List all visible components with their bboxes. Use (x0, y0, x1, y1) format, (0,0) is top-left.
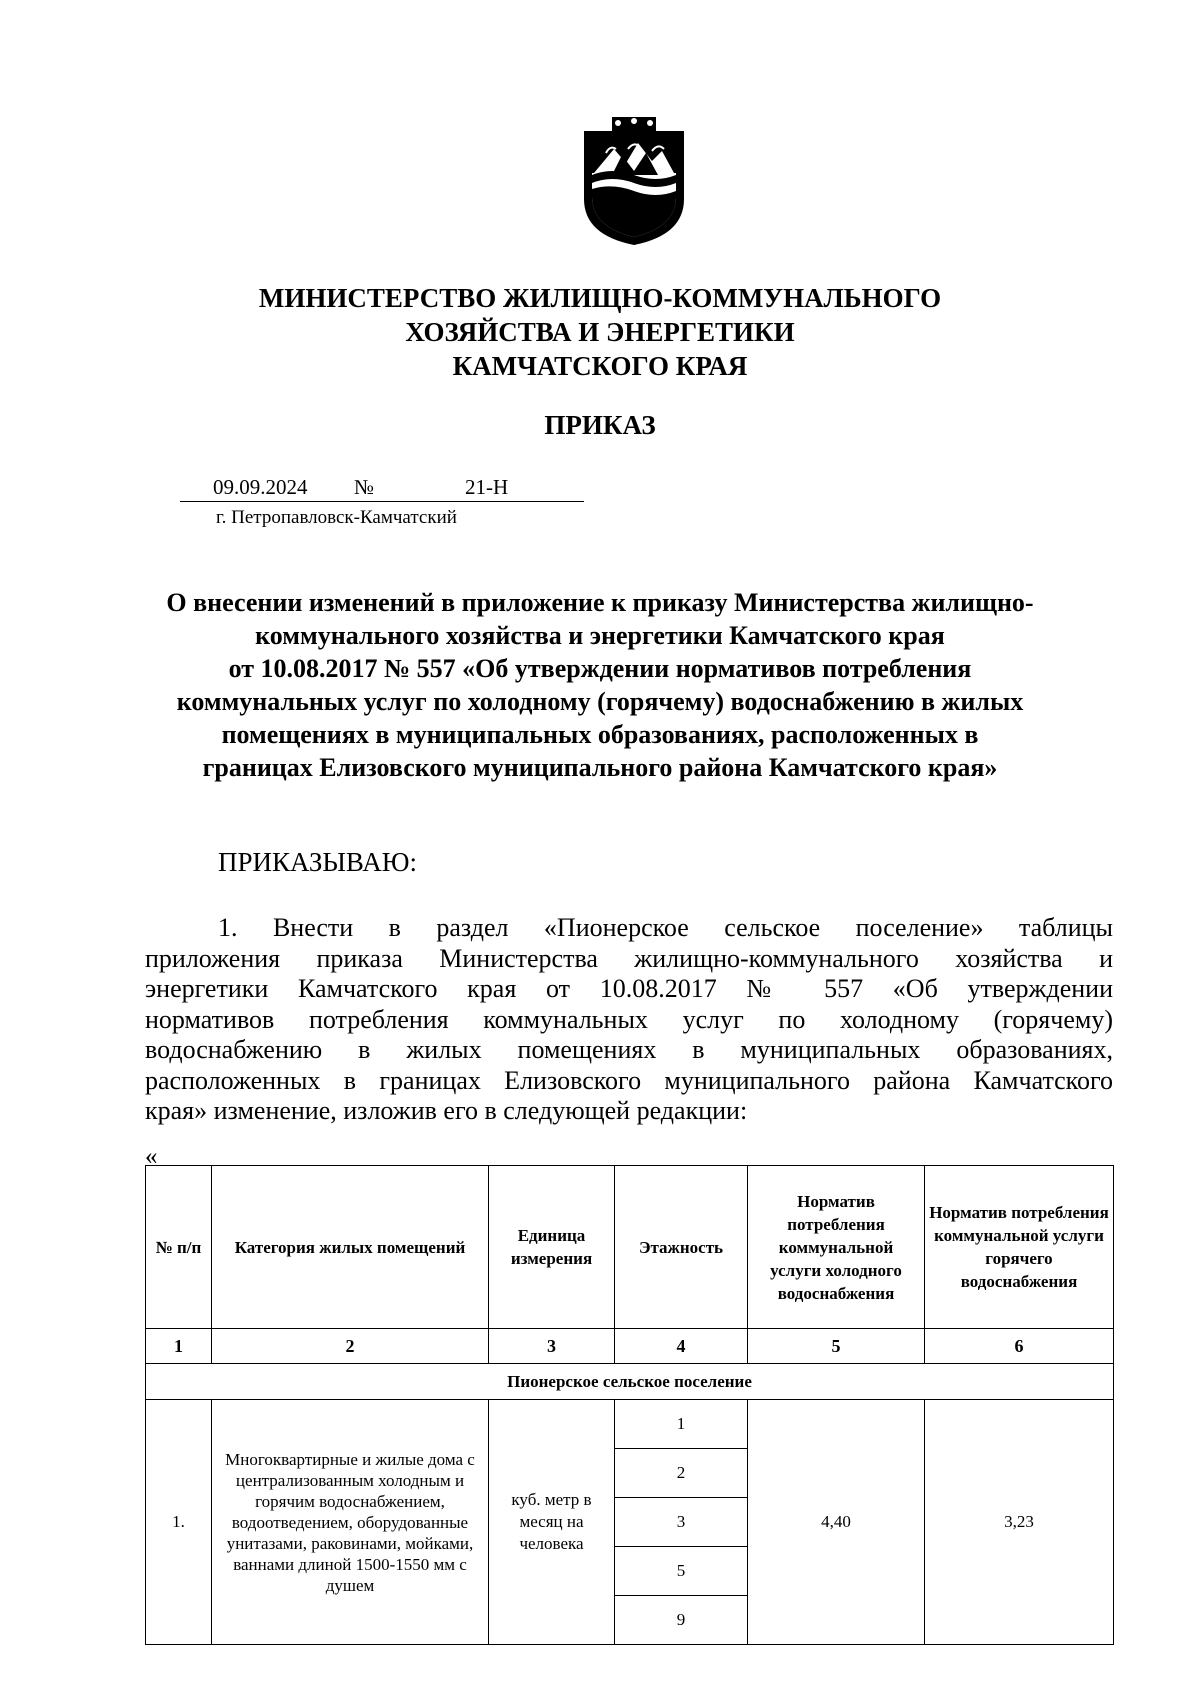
row-floors: 9 (615, 1596, 748, 1645)
row-number: 1. (146, 1400, 212, 1645)
row-floors: 2 (615, 1449, 748, 1498)
column-number: 5 (748, 1329, 925, 1364)
opening-quote: « (145, 1143, 158, 1170)
coat-of-arms-emblem (582, 113, 686, 247)
ministry-name (0, 281, 1200, 383)
row-cold-water-value: 4,40 (748, 1400, 925, 1645)
ministry-line: ХОЗЯЙСТВА И ЭНЕРГЕТИКИ (405, 317, 795, 347)
header-unit: Единица измерения (489, 1166, 615, 1329)
row-floors: 3 (615, 1498, 748, 1547)
subject-line: границах Елизовского муниципального района Камчатского края» (202, 753, 998, 782)
order-directive: ПРИКАЗЫВАЮ: (218, 847, 417, 877)
document-type: ПРИКАЗ (544, 410, 656, 440)
row-floors: 1 (615, 1400, 748, 1449)
column-number: 1 (146, 1329, 212, 1364)
header-category: Категория жилых помещений (212, 1166, 489, 1329)
subject-line: О внесении изменений в приложение к приказу Министерства жилищно- (166, 588, 1034, 617)
header-floors: Этажность (615, 1166, 748, 1329)
column-number: 2 (212, 1329, 489, 1364)
norms-table (145, 1165, 1114, 1645)
paragraph-line: 1. Внести в раздел «Пионерское сельское поселение» таблицы (218, 913, 1113, 942)
section-title: Пионерское сельское поселение (146, 1364, 1114, 1400)
paragraph-1 (145, 913, 1113, 1127)
row-category: Многоквартирные и жилые дома с централизованным холодным и горячим водоснабжением, водоотведением, оборудованные унитазами, раковинами, мойками, ваннами длиной 1500-1550 мм с душем (212, 1400, 489, 1645)
paragraph-line: энергетики Камчатского края от 10.08.2017 № 557 «Об утверждении (145, 974, 1113, 1003)
document-subject (100, 586, 1100, 784)
city-name: г. Петропавловск-Камчатский (216, 507, 457, 528)
paragraph-line: приложения приказа Министерства жилищно-коммунального хозяйства и (145, 943, 1113, 973)
column-number: 3 (489, 1329, 615, 1364)
ministry-line: КАМЧАТСКОГО КРАЯ (452, 351, 748, 381)
subject-line: коммунального хозяйства и энергетики Камчатского края (255, 621, 945, 650)
paragraph-line: края» изменение, изложив его в следующей редакции: (145, 1096, 748, 1125)
subject-line: коммунальных услуг по холодному (горячему) водоснабжению в жилых (176, 687, 1024, 716)
subject-line: помещениях в муниципальных образованиях, расположенных в (221, 720, 979, 749)
table-header-row (146, 1166, 1114, 1329)
number-sign: № (354, 475, 375, 499)
paragraph-line: расположенных в границах Елизовского муниципального района Камчатского (145, 1065, 1113, 1095)
subject-line: от 10.08.2017 № 557 «Об утверждении нормативов потребления (228, 654, 972, 683)
order-date: 09.09.2024 (213, 475, 308, 499)
column-number-row (146, 1329, 1114, 1364)
header-hot-water-norm: Норматив потребления коммунальной услуги горячего водоснабжения (925, 1166, 1114, 1329)
date-number-line (180, 475, 584, 502)
table-row (146, 1400, 1114, 1449)
paragraph-line: нормативов потребления коммунальных услуг по холодному (горячему) (145, 1004, 1113, 1034)
row-unit: куб. метр в месяц на человека (489, 1400, 615, 1645)
section-row (146, 1364, 1114, 1400)
row-hot-water-value: 3,23 (925, 1400, 1114, 1645)
ministry-line: МИНИСТЕРСТВО ЖИЛИЩНО-КОММУНАЛЬНОГО (258, 283, 942, 313)
column-number: 4 (615, 1329, 748, 1364)
header-cold-water-norm: Норматив потребления коммунальной услуги холодного водоснабжения (748, 1166, 925, 1329)
order-number: 21-Н (465, 475, 509, 499)
column-number: 6 (925, 1329, 1114, 1364)
row-floors: 5 (615, 1547, 748, 1596)
paragraph-line: водоснабжению в жилых помещениях в муниципальных образованиях, (145, 1035, 1113, 1064)
header-number: № п/п (146, 1166, 212, 1329)
